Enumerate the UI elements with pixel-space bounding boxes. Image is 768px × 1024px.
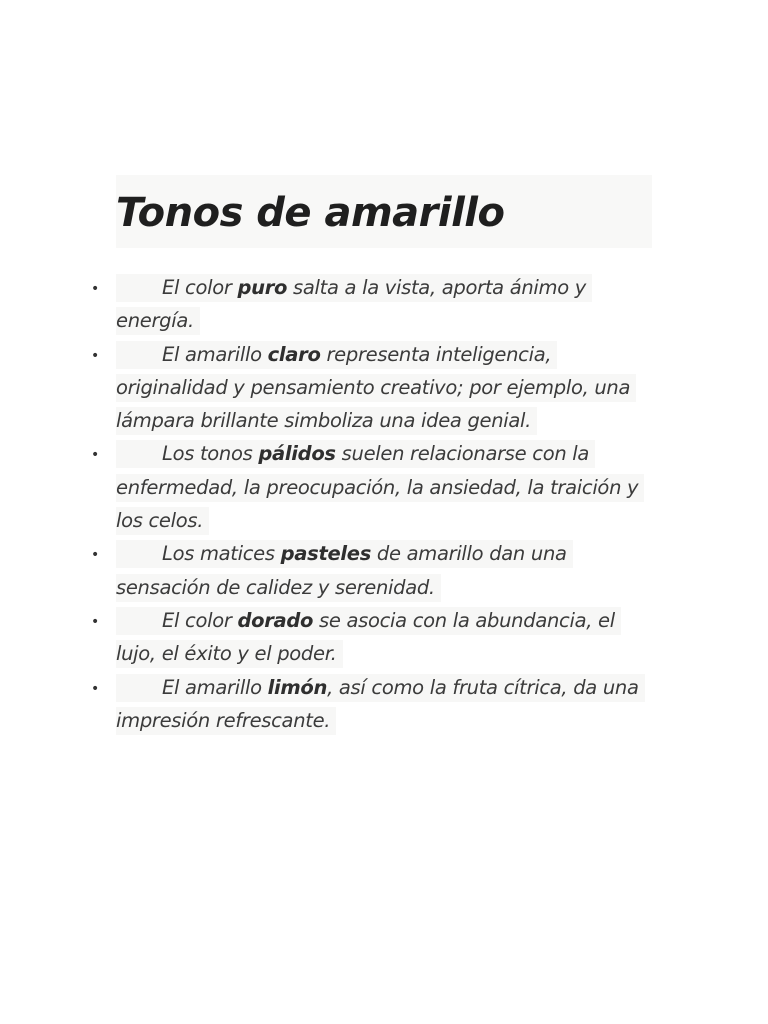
color-tones-list xyxy=(91,271,656,737)
bullet-icon: • xyxy=(91,347,99,364)
bold-term: pasteles xyxy=(280,542,372,566)
list-item-text xyxy=(116,607,621,668)
list-item xyxy=(91,604,656,671)
text-before: Los tonos xyxy=(162,442,259,466)
text-after: representa inteligencia, originalidad y pensamiento creativo; por ejemplo, una lámpara brillante simboliza una idea genial. xyxy=(116,342,631,433)
bullet-icon: • xyxy=(91,547,99,564)
text-after: se asocia con la abundancia, el lujo, el éxito y el poder. xyxy=(116,608,615,666)
list-item xyxy=(91,671,656,738)
list-item-text xyxy=(116,540,573,601)
title-block xyxy=(116,175,652,248)
list-item-text xyxy=(116,674,645,735)
text-before: El amarillo xyxy=(162,342,268,366)
list-item xyxy=(91,537,656,604)
text-after: de amarillo dan una sensación de calidez y serenidad. xyxy=(116,542,567,599)
text-after: salta a la vista, aporta ánimo y energía. xyxy=(116,276,587,333)
list-item-text xyxy=(116,440,644,535)
list-item xyxy=(91,437,656,537)
text-before: El color xyxy=(162,608,238,632)
bold-term: dorado xyxy=(237,608,314,632)
bold-term: puro xyxy=(237,276,288,299)
bold-term: pálidos xyxy=(258,442,336,466)
list-item-text xyxy=(116,274,592,335)
bullet-icon: • xyxy=(91,281,99,297)
bullet-icon: • xyxy=(91,447,99,464)
bold-term: claro xyxy=(267,342,321,366)
list-item-text xyxy=(116,341,636,436)
text-after: , así como la fruta cítrica, da una impresión refrescante. xyxy=(116,675,639,732)
bullet-icon: • xyxy=(91,680,99,697)
list-item xyxy=(91,338,656,438)
text-before: El amarillo xyxy=(162,675,268,699)
text-before: El color xyxy=(162,276,238,299)
page-title: Tonos de amarillo xyxy=(116,190,505,236)
bullet-icon: • xyxy=(91,613,99,630)
bold-term: limón xyxy=(267,675,328,699)
text-after: suelen relacionarse con la enfermedad, la preocupación, la ansiedad, la traición y los celos. xyxy=(116,442,639,533)
text-before: Los matices xyxy=(162,542,281,566)
list-item xyxy=(91,271,656,338)
